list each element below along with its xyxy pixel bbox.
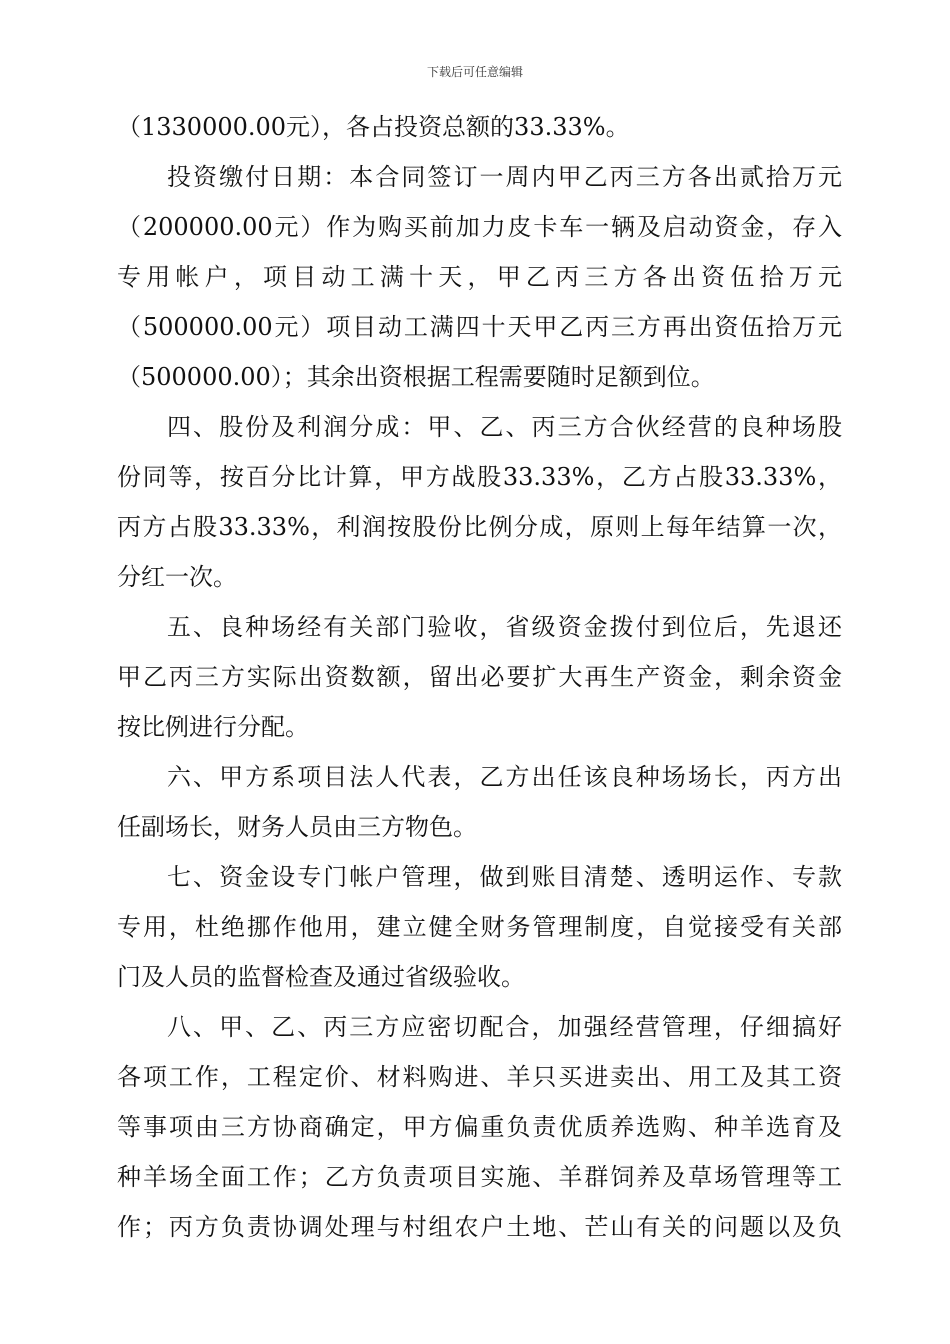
text-line: 六、甲方系项目法人代表，乙方出任该良种场场长，丙方出 — [167, 763, 842, 791]
text-line: 任副场长，财务人员由三方物色。 — [117, 813, 477, 841]
text-line: 甲乙丙三方实际出资数额，留出必要扩大再生产资金，剩余资金 — [117, 663, 842, 691]
text-line: 等事项由三方协商确定，甲方偏重负责优质养选购、种羊选育及 — [117, 1113, 842, 1141]
text-line: （1330000.00元），各占投资总额的33.33%。 — [117, 113, 630, 141]
text-line: 作；丙方负责协调处理与村组农户土地、芒山有关的问题以及负 — [117, 1213, 842, 1241]
text-line: 门及人员的监督检查及通过省级验收。 — [117, 963, 525, 991]
text-line: 专用，杜绝挪作他用，建立健全财务管理制度，自觉接受有关部 — [117, 913, 842, 941]
text-line: 七、资金设专门帐户管理，做到账目清楚、透明运作、专款 — [167, 863, 842, 891]
text-line: 四、股份及利润分成：甲、乙、丙三方合伙经营的良种场股 — [167, 413, 842, 441]
text-line: 五、良种场经有关部门验收，省级资金拨付到位后，先退还 — [167, 613, 842, 641]
text-line: 按比例进行分配。 — [117, 713, 309, 741]
text-line: 各项工作，工程定价、材料购进、羊只买进卖出、用工及其工资 — [117, 1063, 842, 1091]
text-line: 丙方占股33.33%，利润按股份比例分成，原则上每年结算一次， — [117, 513, 842, 541]
document-body — [117, 102, 842, 1252]
text-line: 投资缴付日期：本合同签订一周内甲乙丙三方各出贰拾万元 — [167, 163, 842, 191]
text-line: 分红一次。 — [117, 563, 237, 591]
text-line: 专用帐户，项目动工满十天，甲乙丙三方各出资伍拾万元 — [117, 263, 842, 291]
text-line: 份同等，按百分比计算，甲方战股33.33%，乙方占股33.33%， — [117, 463, 842, 491]
text-line: 种羊场全面工作；乙方负责项目实施、羊群饲养及草场管理等工 — [117, 1163, 842, 1191]
text-line: 八、甲、乙、丙三方应密切配合，加强经营管理，仔细搞好 — [167, 1013, 842, 1041]
text-line: （200000.00元）作为购买前加力皮卡车一辆及启动资金，存入 — [117, 213, 842, 241]
text-line: （500000.00元）项目动工满四十天甲乙丙三方再出资伍拾万元 — [117, 313, 842, 341]
page-header: 下载后可任意编辑 — [426, 65, 523, 79]
text-line: （500000.00）；其余出资根据工程需要随时足额到位。 — [117, 363, 715, 391]
